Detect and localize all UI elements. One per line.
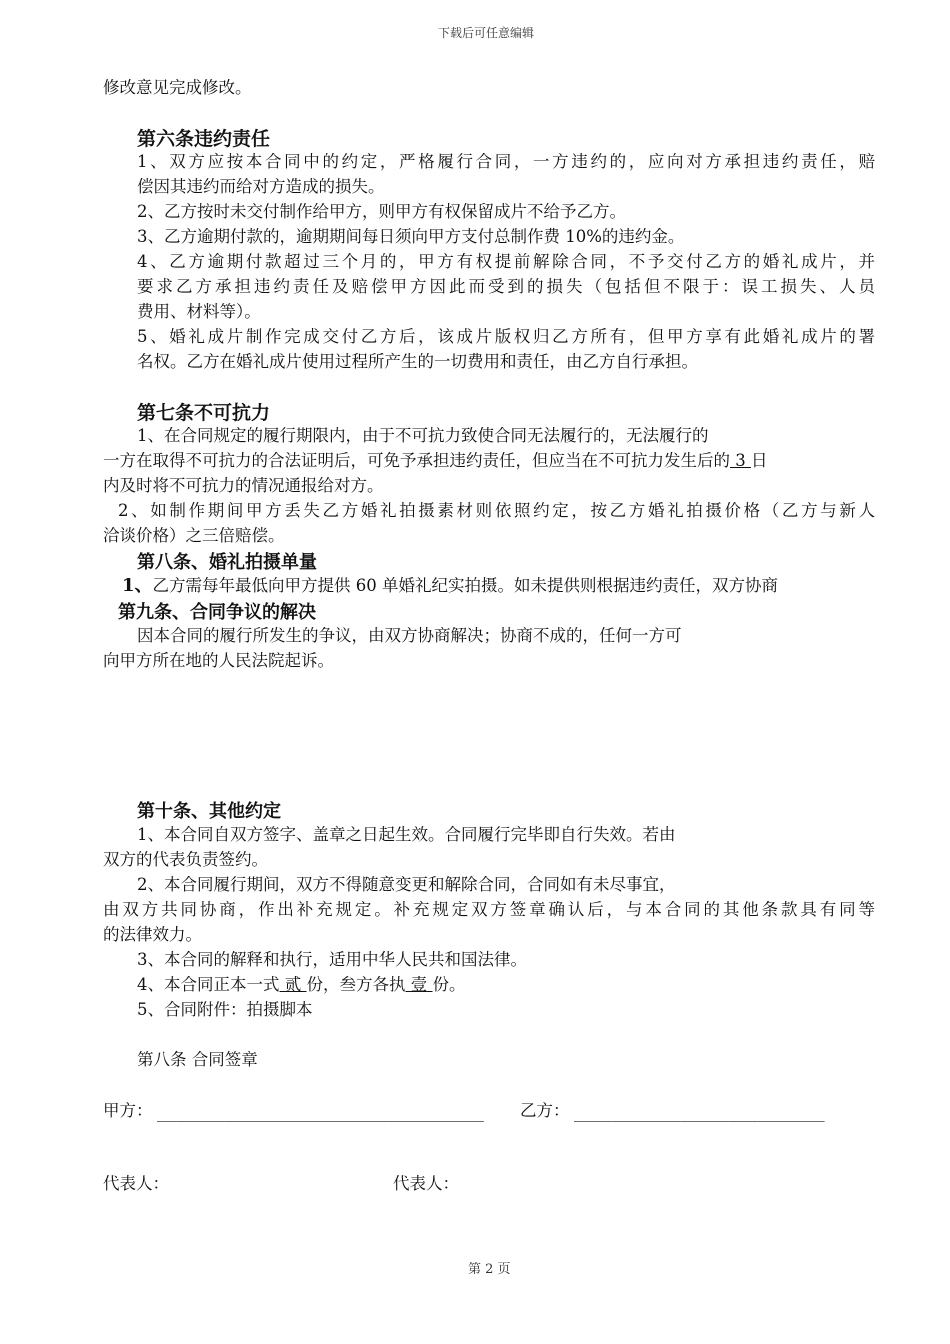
article-9-line-2: 向甲方所在地的人民法院起诉。 xyxy=(103,651,334,670)
article-10-item-3: 3、本合同的解释和执行，适用中华人民共和国法律。 xyxy=(137,950,527,969)
article-6-item-4-line-3: 费用、材料等）。 xyxy=(137,302,261,321)
article-10-item-2-line-1: 2、本合同履行期间，双方不得随意变更和解除合同，合同如有未尽事宜， xyxy=(137,875,676,894)
article-9-title: 第九条、合同争议的解决 xyxy=(118,602,316,623)
article-10-item-4 xyxy=(137,973,466,997)
article-8-item-text: 乙方需每年最低向甲方提供 60 单婚礼纪实拍摄。如未提供则根据违约责任，双方协商 xyxy=(152,576,779,595)
article-6-title: 第六条违约责任 xyxy=(137,128,271,150)
party-b-label: 乙方： xyxy=(520,1101,570,1120)
notice-days-value: 3 xyxy=(730,451,751,470)
article-7-item-1-line-1: 1、在合同规定的履行期限内，由于不可抗力致使合同无法履行的，无法履行的 xyxy=(137,426,709,445)
signature-section-title: 第八条 合同签章 xyxy=(137,1050,258,1069)
article-7-item-1-line-3: 内及时将不可抗力的情况通报给对方。 xyxy=(103,476,384,495)
copies-text-end: 份。 xyxy=(432,975,466,994)
article-6-item-3: 3、乙方逾期付款的，逾期期间每日须向甲方支付总制作费 10%的违约金。 xyxy=(137,227,685,246)
copies-text: 4、本合同正本一式 xyxy=(137,975,280,994)
copies-total-value: 贰 xyxy=(279,975,307,994)
article-7-item-2-line-2: 洽谈价格）之三倍赔偿。 xyxy=(103,526,285,545)
article-7-item-2-line-1: 2、如制作期间甲方丢失乙方婚礼拍摄素材则依照约定，按乙方婚礼拍摄价格（乙方与新人 xyxy=(118,501,875,520)
article-10-item-1-line-1: 1、本合同自双方签字、盖章之日起生效。合同履行完毕即自行失效。若由 xyxy=(137,825,676,844)
article-7-title: 第七条不可抗力 xyxy=(137,402,271,424)
article-10-item-2-line-3: 的法律效力。 xyxy=(103,925,202,944)
party-a-label: 甲方： xyxy=(103,1101,153,1120)
article-6-item-5-line-2: 名权。乙方在婚礼成片使用过程所产生的一切费用和责任，由乙方自行承担。 xyxy=(137,352,698,371)
article-8-item-1 xyxy=(122,574,778,598)
article-6-item-4-line-1: 4、乙方逾期付款超过三个月的，甲方有权提前解除合同，不予交付乙方的婚礼成片，并 xyxy=(137,252,875,271)
copies-text-mid: 份，叁方各执 xyxy=(306,975,406,994)
article-6-item-1-line-1: 1、双方应按本合同中的约定，严格履行合同，一方违约的，应向对方承担违约责任，赔 xyxy=(137,152,875,171)
article-8-item-number: 1、 xyxy=(122,575,153,596)
party-a-representative-label: 代表人： xyxy=(103,1174,169,1193)
article-7-text: 一方在取得不可抗力的合法证明后，可免予承担违约责任，但应当在不可抗力发生后的 xyxy=(103,451,730,470)
article-6-item-5-line-1: 5、婚礼成片制作完成交付乙方后，该成片版权归乙方所有，但甲方享有此婚礼成片的署 xyxy=(137,327,875,346)
article-10-item-5: 5、合同附件：拍摄脚本 xyxy=(137,1000,313,1019)
article-9-line-1: 因本合同的履行所发生的争议，由双方协商解决；协商不成的，任何一方可 xyxy=(137,626,682,645)
page-header: 下载后可任意编辑 xyxy=(438,26,535,40)
party-b-representative-label: 代表人： xyxy=(393,1174,459,1193)
article-10-item-1-line-2: 双方的代表负责签约。 xyxy=(103,850,268,869)
intro-line: 修改意见完成修改。 xyxy=(103,78,252,97)
article-6-item-4-line-2: 要求乙方承担违约责任及赔偿甲方因此而受到的损失（包括但不限于：误工损失、人员 xyxy=(137,277,875,296)
article-10-title: 第十条、其他约定 xyxy=(137,801,281,822)
copies-each-value: 壹 xyxy=(405,975,433,994)
page-number: 第 2 页 xyxy=(468,1262,511,1277)
party-a-signature-line[interactable]: __________________________________ xyxy=(157,1103,484,1122)
article-8-title: 第八条、婚礼拍摄单量 xyxy=(137,552,317,573)
article-6-item-2: 2、乙方按时未交付制作给甲方，则甲方有权保留成片不给予乙方。 xyxy=(137,202,626,221)
article-10-item-2-line-2: 由双方共同协商，作出补充规定。补充规定双方签章确认后，与本合同的其他条款具有同等 xyxy=(103,900,875,919)
article-7-item-1-line-2 xyxy=(103,449,768,473)
article-6-item-1-line-2: 偿因其违约而给对方造成的损失。 xyxy=(137,177,385,196)
party-b-signature-line[interactable]: __________________________ xyxy=(574,1103,825,1122)
article-7-text-end: 日 xyxy=(751,451,768,470)
